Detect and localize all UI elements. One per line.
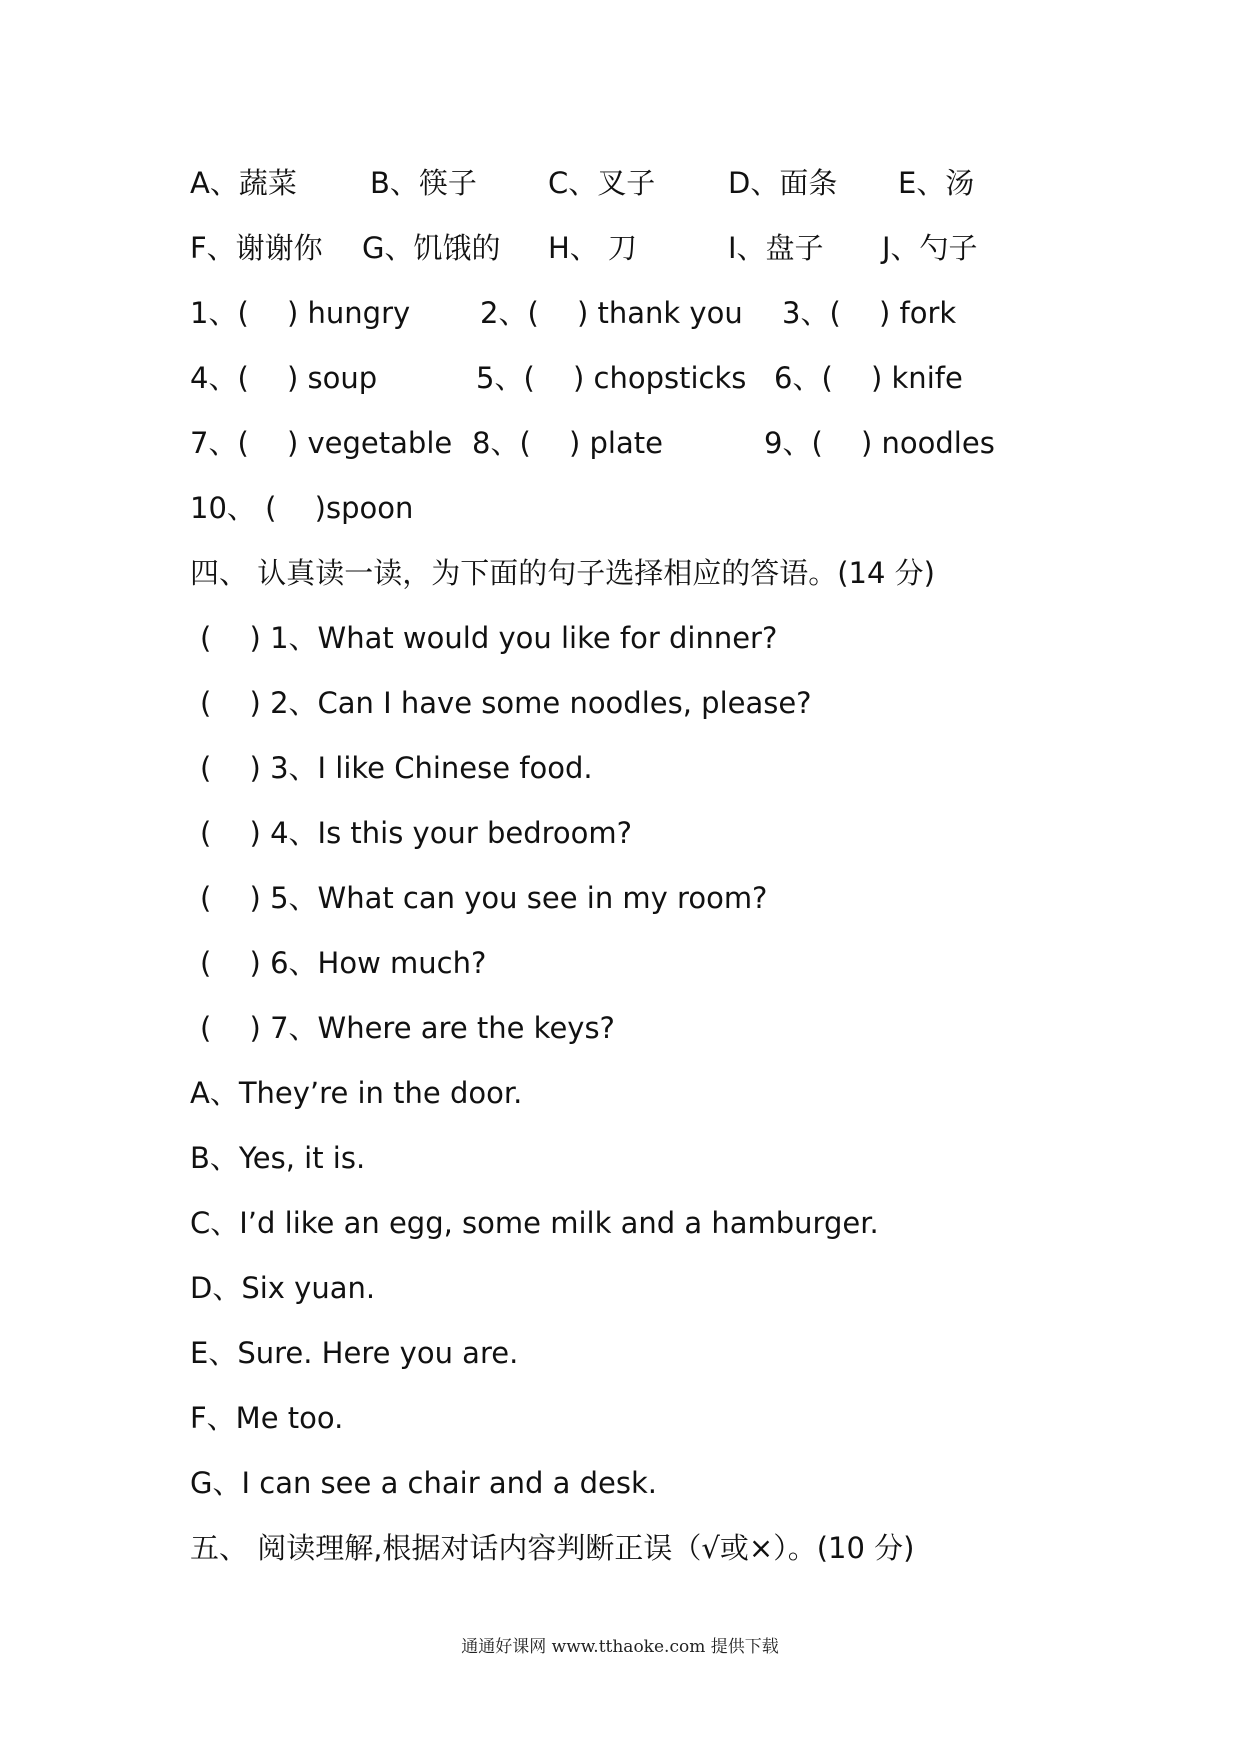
option-h: H、 刀 bbox=[548, 231, 638, 265]
option-e: E、汤 bbox=[898, 166, 975, 200]
section-4-question: ( ) 7、Where are the keys? bbox=[200, 1011, 615, 1045]
section-4-answer: E、Sure. Here you are. bbox=[190, 1336, 519, 1370]
vocab-question: 1、( ) hungry bbox=[190, 296, 411, 330]
vocab-question: 7、( ) vegetable bbox=[190, 426, 453, 460]
section-4-question: ( ) 4、Is this your bedroom? bbox=[200, 816, 633, 850]
section-4-answer: G、I can see a chair and a desk. bbox=[190, 1466, 657, 1500]
vocab-question: 4、( ) soup bbox=[190, 361, 378, 395]
page-footer: 通通好课网 www.tthaoke.com 提供下载 bbox=[461, 1637, 779, 1657]
section-4-answer: C、I’d like an egg, some milk and a hamburger. bbox=[190, 1206, 879, 1240]
vocab-question: 3、( ) fork bbox=[782, 296, 957, 330]
option-c: C、叉子 bbox=[548, 166, 656, 200]
section-4-answer: F、Me too. bbox=[190, 1401, 344, 1435]
option-d: D、面条 bbox=[728, 166, 838, 200]
section-4-question: ( ) 1、What would you like for dinner? bbox=[200, 621, 778, 655]
option-b: B、筷子 bbox=[370, 166, 477, 200]
section-4-answer: B、Yes, it is. bbox=[190, 1141, 366, 1175]
option-g: G、饥饿的 bbox=[362, 231, 501, 265]
option-f: F、谢谢你 bbox=[190, 231, 323, 265]
option-j: J、勺子 bbox=[882, 231, 978, 265]
vocab-question: 6、( ) knife bbox=[774, 361, 963, 395]
vocab-question: 10、 ( )spoon bbox=[190, 491, 414, 525]
section-5-title: 五、 阅读理解,根据对话内容判断正误（√或×）。(10 分) bbox=[190, 1531, 915, 1565]
option-i: I、盘子 bbox=[728, 231, 824, 265]
option-a: A、蔬菜 bbox=[190, 166, 297, 200]
section-4-question: ( ) 5、What can you see in my room? bbox=[200, 881, 768, 915]
vocab-question: 2、( ) thank you bbox=[480, 296, 743, 330]
section-4-title: 四、 认真读一读，为下面的句子选择相应的答语。(14 分) bbox=[190, 556, 935, 590]
section-4-question: ( ) 6、How much? bbox=[200, 946, 487, 980]
section-4-question: ( ) 2、Can I have some noodles, please? bbox=[200, 686, 812, 720]
section-4-answer: A、They’re in the door. bbox=[190, 1076, 523, 1110]
section-4-question: ( ) 3、I like Chinese food. bbox=[200, 751, 593, 785]
section-4-answer: D、Six yuan. bbox=[190, 1271, 376, 1305]
vocab-question: 5、( ) chopsticks bbox=[476, 361, 747, 395]
vocab-question: 9、( ) noodles bbox=[764, 426, 995, 460]
vocab-question: 8、( ) plate bbox=[472, 426, 663, 460]
